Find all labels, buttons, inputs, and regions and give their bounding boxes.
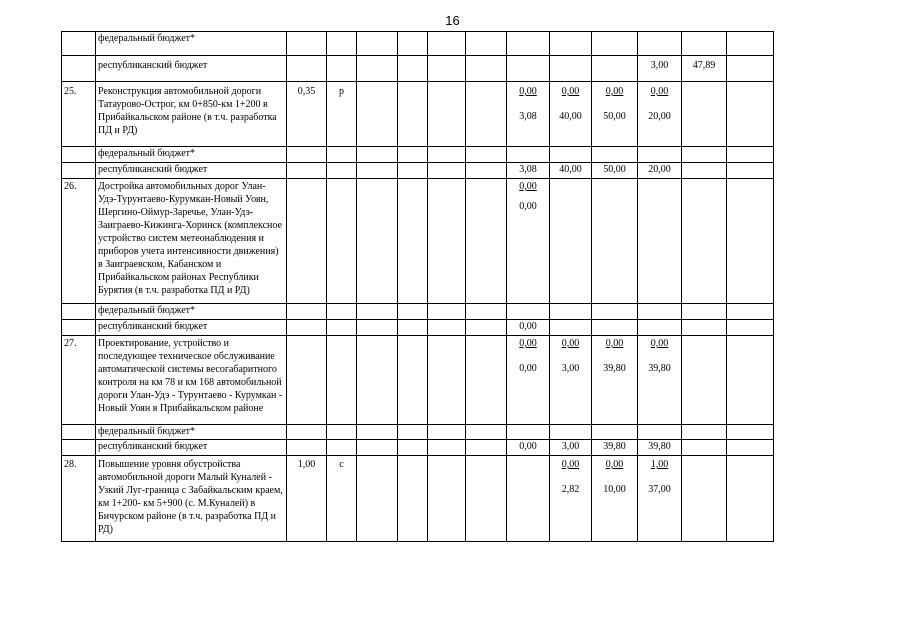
table-cell (682, 440, 727, 456)
table-cell (466, 440, 507, 456)
table-cell (287, 304, 327, 320)
cell-value-pair (550, 336, 592, 425)
row-number: 28. (62, 456, 96, 542)
table-cell (398, 163, 428, 179)
table-cell (682, 163, 727, 179)
row-number: 27. (62, 336, 96, 425)
table-cell (507, 456, 550, 542)
table-cell (357, 425, 398, 440)
table-cell (550, 179, 592, 304)
table-cell (727, 147, 774, 163)
table-row (62, 163, 774, 179)
table-cell (682, 147, 727, 163)
table-cell (287, 425, 327, 440)
table-cell (398, 147, 428, 163)
table-cell (287, 179, 327, 304)
length-value: 0,35 (287, 82, 327, 147)
table-cell (357, 304, 398, 320)
row-label: республиканский бюджет (96, 56, 287, 82)
table-cell (466, 163, 507, 179)
table-row (62, 179, 774, 304)
table-cell (287, 32, 327, 56)
table-row (62, 32, 774, 56)
table-cell (62, 163, 96, 179)
table-cell (727, 456, 774, 542)
table-cell (682, 82, 727, 147)
table-cell (638, 320, 682, 336)
cell-value-pair (638, 456, 682, 542)
table-cell (550, 320, 592, 336)
table-cell (550, 32, 592, 56)
table-cell (62, 425, 96, 440)
cell-value: 3,00 (550, 440, 592, 456)
table-cell (682, 336, 727, 425)
table-cell (727, 336, 774, 425)
table-cell (592, 179, 638, 304)
project-name: Проектирование, устройство и последующее техническое обслуживание автоматической системы весогабаритного контроля на км 78 и км 168 автомобильной дороги Улан-Удэ - Турунтаево - Курумкан - Новый Уоян в Прибайкальском районе (98, 338, 283, 414)
row-label: республиканский бюджет (96, 320, 287, 336)
table-cell (398, 456, 428, 542)
cell-value: 0,00 (605, 459, 624, 470)
cell-value: 0,00 (507, 320, 550, 336)
cell-value: 0,00 (519, 201, 537, 212)
cell-value: 39,80 (592, 440, 638, 456)
row-label: федеральный бюджет* (96, 425, 287, 440)
table-row (62, 56, 774, 82)
cell-value-pair (507, 82, 550, 147)
row-label: республиканский бюджет (96, 440, 287, 456)
table-cell (682, 320, 727, 336)
row-label: федеральный бюджет* (96, 304, 287, 320)
row-number: 25. (62, 82, 96, 147)
cell-value: 40,00 (550, 163, 592, 179)
table-cell (62, 304, 96, 320)
table-cell (62, 440, 96, 456)
cell-value: 0,00 (519, 86, 537, 97)
cell-value: 20,00 (638, 163, 682, 179)
table-cell (428, 425, 466, 440)
table-cell (357, 147, 398, 163)
table-cell (592, 304, 638, 320)
cell-value: 0,00 (650, 86, 669, 97)
table-cell (287, 336, 327, 425)
cell-value: 10,00 (603, 484, 626, 495)
table-cell (550, 147, 592, 163)
table-cell (327, 336, 357, 425)
table-cell (727, 440, 774, 456)
table-cell (287, 147, 327, 163)
table-cell (398, 320, 428, 336)
row-number: 26. (62, 179, 96, 304)
cell-value: 0,00 (650, 338, 669, 349)
length-value: 1,00 (287, 456, 327, 542)
table-cell (327, 425, 357, 440)
table-cell (507, 147, 550, 163)
cell-value: 2,82 (561, 484, 580, 495)
table-cell (592, 147, 638, 163)
table-cell (327, 179, 357, 304)
table-cell (327, 56, 357, 82)
table-cell (398, 32, 428, 56)
table-cell (357, 56, 398, 82)
cell-value: 47,89 (682, 56, 727, 82)
table-cell (507, 425, 550, 440)
table-cell (398, 56, 428, 82)
table-cell (507, 56, 550, 82)
cell-value: 50,00 (603, 111, 626, 122)
cell-value: 40,00 (559, 111, 582, 122)
table-row (62, 440, 774, 456)
table-cell (428, 179, 466, 304)
table-cell (327, 163, 357, 179)
table-cell (398, 440, 428, 456)
table-cell (727, 179, 774, 304)
table-cell (398, 304, 428, 320)
table-cell (466, 456, 507, 542)
table-cell (428, 56, 466, 82)
table-cell (62, 56, 96, 82)
project-name: Достройка автомобильных дорог Улан-Удэ-Турунтаево-Курумкан-Новый Уоян, Шергино-Оймур-Заречье, Улан-Удэ-Заиграево-Кижинга-Хоринск (комплексное устройство систем метеонаблюдения и приборов учета интенсивности движения) в Заиграевском, Кабанском и Прибайкальском районах Республики Бурятия (в т.ч. разработка ПД и РД) (98, 181, 282, 296)
project-name: Повышение уровня обустройства автомобильной дороги Малый Куналей - Узкий Луг-граница с Забайкальским краем, км 1+200- км 5+900 (с. М.Куналей) в Бичурском районе (в т.ч. разработка ПД и РД) (96, 456, 287, 542)
table-cell (428, 82, 466, 147)
row-label: федеральный бюджет* (96, 147, 287, 163)
cell-value: 37,00 (648, 484, 671, 495)
table-cell (428, 440, 466, 456)
table-cell (62, 147, 96, 163)
cell-value: 0,00 (519, 363, 537, 374)
cell-value: 0,00 (561, 338, 580, 349)
table-cell (398, 336, 428, 425)
cell-value: 3,08 (507, 163, 550, 179)
table-cell (727, 32, 774, 56)
work-type: с (327, 456, 357, 542)
table-cell (357, 82, 398, 147)
cell-value: 0,00 (605, 338, 624, 349)
table-cell (592, 56, 638, 82)
table-cell (287, 320, 327, 336)
table-cell (327, 304, 357, 320)
cell-value: 0,00 (605, 86, 624, 97)
table-cell (357, 179, 398, 304)
table-cell (428, 456, 466, 542)
table-cell (466, 336, 507, 425)
table-cell (357, 320, 398, 336)
table-cell (62, 320, 96, 336)
cell-value: 3,00 (561, 363, 580, 374)
table-cell (428, 336, 466, 425)
table-cell (327, 32, 357, 56)
table-row (62, 320, 774, 336)
table-cell (727, 304, 774, 320)
cell-value-pair (507, 336, 550, 425)
table-cell (638, 304, 682, 320)
table-cell (727, 320, 774, 336)
table-cell (398, 425, 428, 440)
table-cell (592, 32, 638, 56)
table-cell (638, 147, 682, 163)
table-cell (682, 304, 727, 320)
table-cell (727, 425, 774, 440)
table-cell (398, 82, 428, 147)
cell-value: 39,80 (648, 363, 671, 374)
table-row (62, 425, 774, 440)
row-label: федеральный бюджет* (96, 32, 287, 56)
table-cell (550, 304, 592, 320)
table-cell (287, 56, 327, 82)
work-type: р (327, 82, 357, 147)
budget-table (61, 31, 774, 542)
table-cell (357, 336, 398, 425)
table-cell (466, 82, 507, 147)
cell-value: 20,00 (648, 111, 671, 122)
table-cell (357, 32, 398, 56)
cell-value: 50,00 (592, 163, 638, 179)
cell-value-pair (550, 82, 592, 147)
table-cell (357, 440, 398, 456)
cell-value: 3,00 (638, 56, 682, 82)
table-cell (727, 56, 774, 82)
cell-value: 0,00 (561, 459, 580, 470)
table-cell (428, 32, 466, 56)
table-cell (682, 456, 727, 542)
table-row (62, 82, 774, 147)
table-cell (727, 82, 774, 147)
cell-value: 39,80 (603, 363, 626, 374)
table-cell (638, 32, 682, 56)
table-cell (357, 456, 398, 542)
table-cell (507, 304, 550, 320)
table-cell (357, 163, 398, 179)
table-cell (550, 56, 592, 82)
table-cell (287, 163, 327, 179)
table-cell (466, 304, 507, 320)
cell-value: 0,00 (519, 338, 537, 349)
table-cell (327, 320, 357, 336)
cell-value: 0,00 (519, 181, 537, 192)
cell-value-pair (592, 456, 638, 542)
table-cell (466, 147, 507, 163)
project-name: Реконструкция автомобильной дороги Татаурово-Острог, км 0+850-км 1+200 в Прибайкальском районе (в т.ч. разработка ПД и РД) (96, 82, 287, 147)
page-number: 16 (445, 13, 460, 28)
table-cell (727, 163, 774, 179)
cell-value: 3,08 (519, 111, 537, 122)
table-row (62, 336, 774, 425)
cell-value-pair (550, 456, 592, 542)
table-cell (638, 425, 682, 440)
table-cell (550, 425, 592, 440)
table-cell (592, 425, 638, 440)
table-cell (466, 179, 507, 304)
cell-value: 1,00 (650, 459, 669, 470)
cell-value-pair (507, 179, 550, 304)
cell-value: 39,80 (638, 440, 682, 456)
table-cell (682, 425, 727, 440)
table-cell (398, 179, 428, 304)
table-row (62, 147, 774, 163)
table-cell (466, 32, 507, 56)
cell-value: 0,00 (561, 86, 580, 97)
table-cell (428, 163, 466, 179)
table-cell (327, 440, 357, 456)
table-cell (507, 32, 550, 56)
cell-value-pair (638, 336, 682, 425)
cell-value-pair (638, 82, 682, 147)
table-row (62, 304, 774, 320)
table-cell (466, 56, 507, 82)
table-cell (428, 304, 466, 320)
table-cell (428, 147, 466, 163)
table-cell (682, 32, 727, 56)
table-cell (592, 320, 638, 336)
table-cell (96, 179, 287, 304)
table-cell (638, 179, 682, 304)
table-cell (428, 320, 466, 336)
cell-value-pair (592, 336, 638, 425)
cell-value-pair (592, 82, 638, 147)
table-cell (62, 32, 96, 56)
table-cell (96, 336, 287, 425)
table-cell (682, 179, 727, 304)
table-cell (466, 320, 507, 336)
cell-value: 0,00 (507, 440, 550, 456)
table-cell (287, 440, 327, 456)
row-label: республиканский бюджет (96, 163, 287, 179)
table-row (62, 456, 774, 542)
table-cell (466, 425, 507, 440)
table-cell (327, 147, 357, 163)
